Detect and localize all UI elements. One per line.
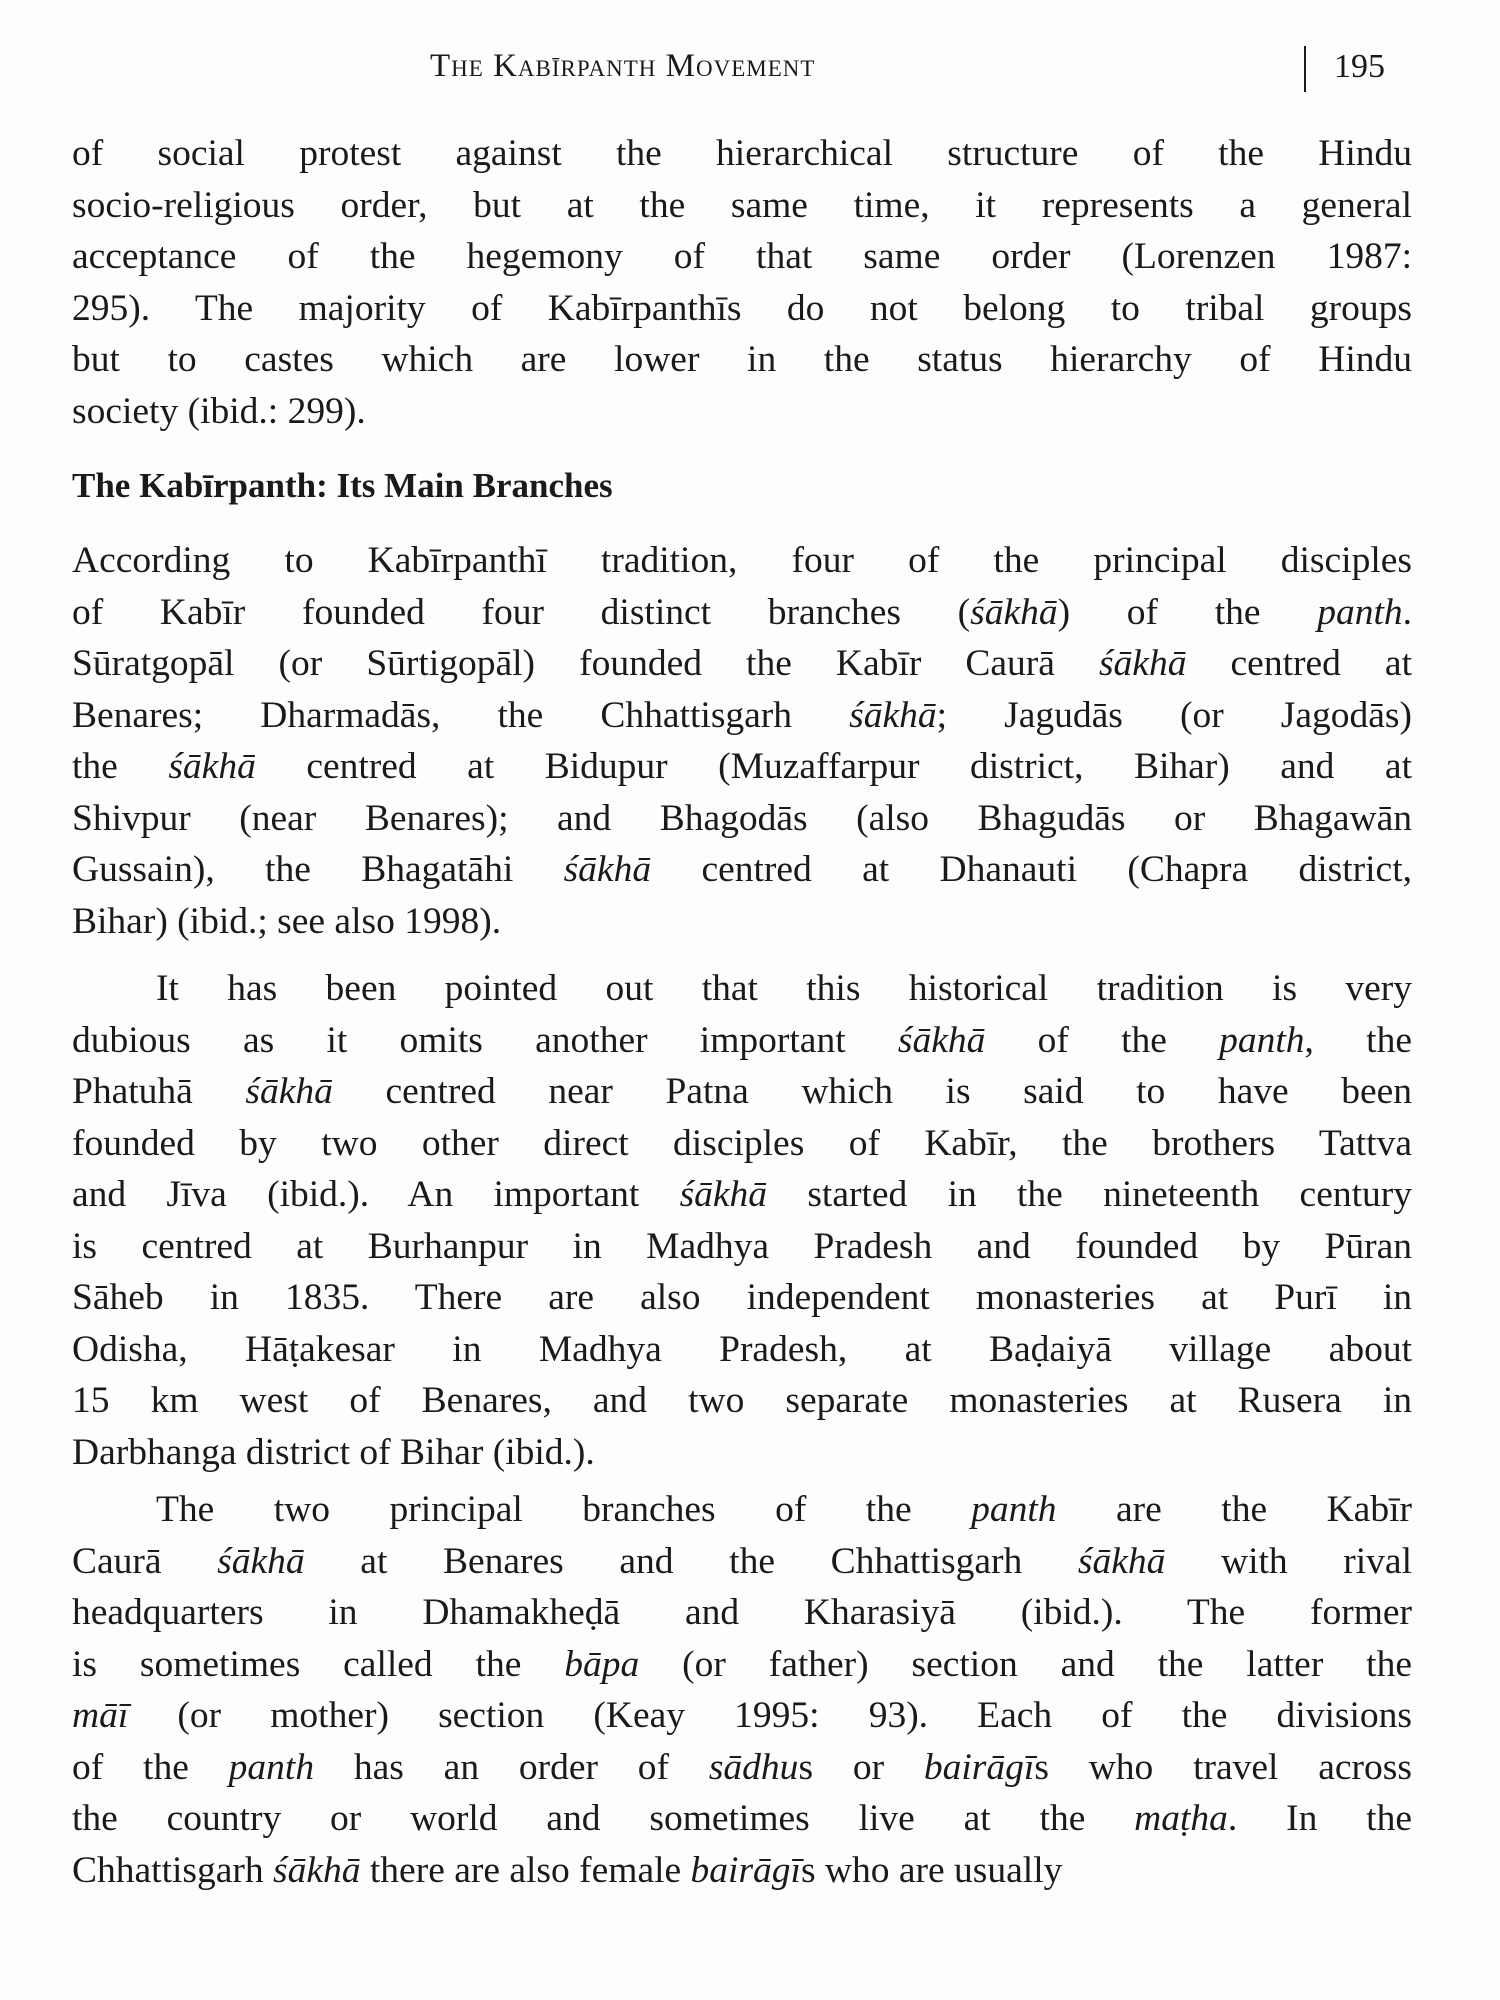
text-line xyxy=(72,180,1412,232)
italic-term: sādhu xyxy=(708,1746,799,1788)
italic-term: śākhā xyxy=(168,746,256,787)
italic-term: śākhā xyxy=(849,694,937,736)
text-line xyxy=(72,128,1412,180)
text-line xyxy=(72,1169,1412,1221)
text-line xyxy=(72,1015,1412,1067)
text-run: acceptance of the hegemony of that same order (Lorenzen 1987: xyxy=(72,236,1412,277)
text-run: Phatuhā xyxy=(72,1071,246,1112)
text-run: Shivpur (near Benares); and Bhagodās (also Bhagudās or Bhagawān xyxy=(72,797,1412,839)
text-run: of Kabīr founded four distinct branches ( xyxy=(72,591,971,633)
text-run: centred at Bidupur (Muzaffarpur district, Bihar) and at xyxy=(255,746,1412,787)
italic-term: panth xyxy=(1219,1019,1305,1061)
italic-term: śākhā xyxy=(217,1540,305,1582)
text-run: Chhattisgarh xyxy=(72,1849,274,1891)
text-run: and Jīva (ibid.). An important xyxy=(72,1174,680,1215)
text-run: (or mother) section (Keay 1995: 93). Each of the divisions xyxy=(128,1695,1412,1736)
text-run: . xyxy=(1402,591,1412,633)
text-run: the country or world and sometimes live at the xyxy=(72,1798,1135,1839)
text-run: . In the xyxy=(1227,1798,1412,1839)
text-run: founded by two other direct disciples of Kabīr, the brothers Tattva xyxy=(72,1122,1412,1164)
text-run: started in the nineteenth century xyxy=(767,1174,1413,1215)
italic-term: śākhā xyxy=(1098,643,1187,684)
italic-term: panth xyxy=(228,1746,315,1788)
text-line xyxy=(72,1324,1412,1376)
text-run: with rival xyxy=(1165,1540,1412,1582)
text-line xyxy=(72,1484,1412,1536)
text-run: ) of the xyxy=(1057,591,1318,633)
text-line xyxy=(72,1375,1412,1427)
paragraph-dubious-tradition xyxy=(72,963,1412,1478)
text-run: , the xyxy=(1304,1019,1412,1061)
text-run: headquarters in Dhamakheḍā and Kharasiyā (ibid.). The former xyxy=(72,1592,1412,1633)
text-run: s who travel across xyxy=(1034,1746,1412,1788)
text-line xyxy=(72,1536,1412,1588)
italic-term: bāpa xyxy=(564,1643,640,1685)
text-line xyxy=(72,1742,1412,1794)
text-run: Caurā xyxy=(72,1540,218,1582)
text-run: there are also female xyxy=(360,1849,691,1891)
page-number: 195 xyxy=(1334,48,1385,85)
text-run: ; Jagudās (or Jagodās) xyxy=(936,694,1412,736)
text-line xyxy=(72,1118,1412,1170)
running-head-title: The Kabīrpanth Movement xyxy=(430,48,816,84)
text-line xyxy=(72,1587,1412,1639)
section-heading: The Kabīrpanth: Its Main Branches xyxy=(72,466,613,505)
text-run: socio-religious order, but at the same time, it represents a general xyxy=(72,184,1412,226)
text-run: has an order of xyxy=(314,1746,709,1788)
text-line xyxy=(72,1690,1412,1742)
text-line xyxy=(72,1427,1412,1479)
text-run: 15 km west of Benares, and two separate monasteries at Rusera in xyxy=(72,1380,1412,1421)
text-line xyxy=(72,1066,1412,1118)
text-run: of the xyxy=(985,1019,1220,1061)
italic-term: maṭha xyxy=(1134,1798,1228,1839)
paragraph-continuation xyxy=(72,128,1412,437)
text-run: is sometimes called the xyxy=(72,1643,565,1685)
running-head xyxy=(0,42,1500,92)
italic-term: bairāgī xyxy=(690,1849,801,1891)
text-run: society (ibid.: 299). xyxy=(72,390,366,432)
text-run: Bihar) (ibid.; see also 1998). xyxy=(72,900,502,942)
paragraph-principal-branches xyxy=(72,1484,1412,1896)
text-line xyxy=(72,638,1412,690)
text-run: Odisha, Hāṭakesar in Madhya Pradesh, at Baḍaiyā village about xyxy=(72,1328,1412,1370)
italic-term: śākhā xyxy=(563,849,652,890)
text-line xyxy=(72,1221,1412,1273)
text-line xyxy=(72,1793,1412,1845)
text-run: are the Kabīr xyxy=(1056,1489,1412,1530)
italic-term: panth xyxy=(1317,591,1403,633)
text-run: Gussain), the Bhagatāhi xyxy=(72,849,564,890)
italic-term: panth xyxy=(971,1489,1057,1530)
text-run: Sāheb in 1835. There are also independent monasteries at Purī in xyxy=(72,1277,1412,1318)
text-line xyxy=(72,690,1412,742)
text-run: centred at Dhanauti (Chapra district, xyxy=(651,849,1412,890)
text-run: (or father) section and the latter the xyxy=(639,1643,1412,1685)
text-run: s or xyxy=(798,1746,924,1788)
text-run: the xyxy=(72,746,169,787)
italic-term: śākhā xyxy=(1077,1540,1166,1582)
text-run: Sūratgopāl (or Sūrtigopāl) founded the Kabīr Caurā xyxy=(72,643,1099,684)
text-line xyxy=(72,386,1412,438)
running-head-divider xyxy=(1304,46,1306,92)
text-run: s who are usually xyxy=(800,1849,1063,1891)
text-run: of the xyxy=(72,1746,229,1788)
italic-term: śākhā xyxy=(273,1849,361,1891)
text-line xyxy=(72,535,1412,587)
text-run: centred at xyxy=(1186,643,1412,684)
text-line xyxy=(72,587,1412,639)
text-run: The two principal branches of the xyxy=(156,1489,972,1530)
text-line xyxy=(72,963,1412,1015)
text-line xyxy=(72,1639,1412,1691)
text-run: 295). The majority of Kabīrpanthīs do not belong to tribal groups xyxy=(72,287,1412,329)
italic-term: śākhā xyxy=(897,1019,986,1061)
text-line xyxy=(72,741,1412,793)
italic-term: śākhā xyxy=(245,1071,333,1112)
italic-term: māī xyxy=(72,1695,129,1736)
text-run: dubious as it omits another important xyxy=(72,1019,898,1061)
text-run: It has been pointed out that this historical tradition is very xyxy=(156,968,1412,1009)
text-run: According to Kabīrpanthī tradition, four of the principal disciples xyxy=(72,540,1412,581)
text-line xyxy=(72,283,1412,335)
text-run: of social protest against the hierarchical structure of the Hindu xyxy=(72,133,1412,174)
text-run: Benares; Dharmadās, the Chhattisgarh xyxy=(72,694,850,736)
text-line xyxy=(72,1845,1412,1897)
text-run: is centred at Burhanpur in Madhya Pradesh and founded by Pūran xyxy=(72,1225,1412,1267)
italic-term: śākhā xyxy=(970,591,1058,633)
text-line xyxy=(72,844,1412,896)
text-line xyxy=(72,334,1412,386)
text-line xyxy=(72,896,1412,948)
text-run: centred near Patna which is said to have been xyxy=(332,1071,1412,1112)
paragraph-branches-tradition xyxy=(72,535,1412,947)
text-line xyxy=(72,1272,1412,1324)
text-line xyxy=(72,231,1412,283)
italic-term: bairāgī xyxy=(923,1746,1035,1788)
italic-term: śākhā xyxy=(679,1174,768,1215)
text-run: at Benares and the Chhattisgarh xyxy=(304,1540,1078,1582)
text-run: but to castes which are lower in the status hierarchy of Hindu xyxy=(72,339,1412,380)
text-run: Darbhanga district of Bihar (ibid.). xyxy=(72,1431,595,1473)
text-line xyxy=(72,793,1412,845)
